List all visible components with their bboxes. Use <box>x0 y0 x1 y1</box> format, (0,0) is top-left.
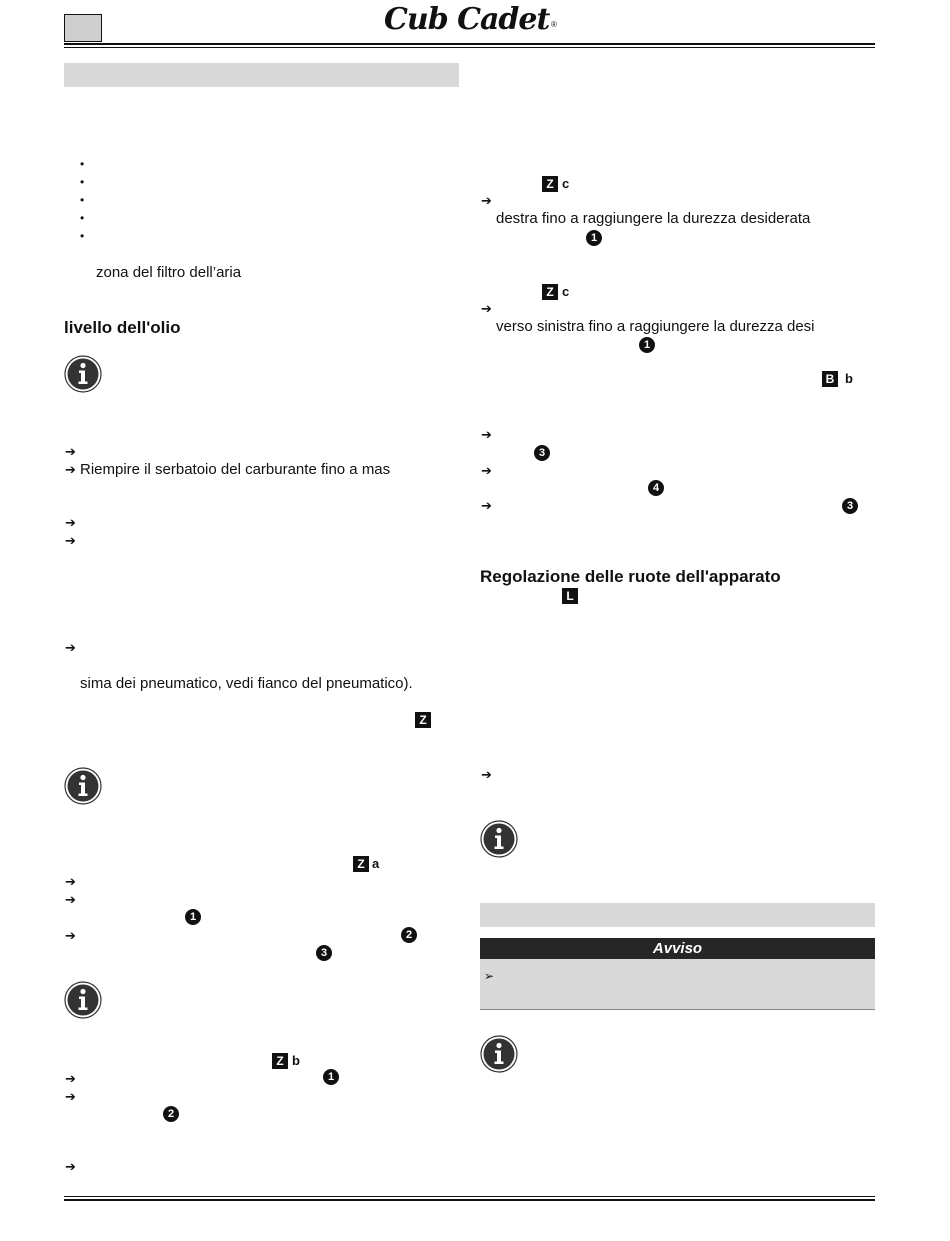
section-title-bar-left <box>64 63 459 87</box>
arrow-right-icon: ➔ <box>481 193 492 208</box>
cub-cadet-logo: Cub Cadet <box>384 2 550 37</box>
callout-number: 1 <box>639 337 655 353</box>
footer-rule-top <box>64 1196 875 1197</box>
callout-number: 3 <box>316 945 332 961</box>
callout-number: 2 <box>401 927 417 943</box>
figure-sub-label: a <box>372 856 380 871</box>
arrow-right-icon: ➔ <box>65 874 76 889</box>
arrow-right-icon: ➔ <box>65 892 76 907</box>
registered-mark: ® <box>551 20 557 29</box>
section-title-bar-right <box>480 903 875 927</box>
arrow-right-icon: ➔ <box>65 462 76 477</box>
header-rule-top <box>64 43 875 45</box>
arrow-right-icon: ➔ <box>65 640 76 655</box>
info-icon <box>64 767 102 805</box>
arrow-right-icon: ➔ <box>65 928 76 943</box>
arrow-right-icon: ➔ <box>65 1071 76 1086</box>
info-icon <box>480 820 518 858</box>
page-number-box <box>64 14 102 42</box>
callout-number: 1 <box>185 909 201 925</box>
figure-z-badge: Z <box>415 712 431 728</box>
figure-l-badge: L <box>562 588 578 604</box>
fuel-fill-text: Riempire il serbatoio del carburante fino a mas <box>80 461 391 478</box>
bullet-icon: • <box>80 229 85 243</box>
figure-sub-label: b <box>845 371 853 386</box>
softer-setting-text: verso sinistra fino a raggiungere la durezza desi <box>496 318 815 335</box>
arrow-right-icon: ➔ <box>65 515 76 530</box>
oil-level-heading: livello dell'olio <box>64 318 181 337</box>
callout-number: 4 <box>648 480 664 496</box>
arrow-right-icon: ➔ <box>65 444 76 459</box>
info-icon <box>64 355 102 393</box>
wheel-adjustment-heading: Regolazione delle ruote dell'apparato <box>480 567 781 586</box>
callout-number: 3 <box>842 498 858 514</box>
figure-z-badge: Z <box>542 284 558 300</box>
figure-b-badge: B <box>822 371 838 387</box>
arrow-right-icon: ➔ <box>65 1159 76 1174</box>
info-icon <box>480 1035 518 1073</box>
figure-z-badge: Z <box>272 1053 288 1069</box>
air-filter-text: zona del filtro dell’aria <box>96 264 242 281</box>
harder-setting-text: destra fino a raggiungere la durezza desiderata <box>496 210 811 227</box>
footer-rule-bottom <box>64 1199 875 1201</box>
notice-box <box>480 938 875 1010</box>
arrow-right-icon: ➔ <box>65 533 76 548</box>
arrow-right-icon: ➔ <box>481 463 492 478</box>
figure-sub-label: b <box>292 1053 300 1068</box>
bullet-icon: • <box>80 193 85 207</box>
info-icon <box>64 981 102 1019</box>
header-rule-bottom <box>64 47 875 48</box>
arrow-right-icon: ➔ <box>65 1089 76 1104</box>
bullet-icon: • <box>80 175 85 189</box>
tyre-pressure-text: sima dei pneumatico, vedi fianco del pneumatico). <box>80 675 413 692</box>
callout-number: 1 <box>323 1069 339 1085</box>
callout-number: 3 <box>534 445 550 461</box>
figure-sub-label: c <box>562 284 570 299</box>
arrow-right-icon: ➔ <box>481 498 492 513</box>
figure-z-badge: Z <box>353 856 369 872</box>
callout-number: 2 <box>163 1106 179 1122</box>
figure-sub-label: c <box>562 176 570 191</box>
arrow-right-icon: ➔ <box>481 767 492 782</box>
pointer-arrow-icon: ➢ <box>484 969 495 983</box>
bullet-icon: • <box>80 157 85 171</box>
arrow-right-icon: ➔ <box>481 427 492 442</box>
bullet-icon: • <box>80 211 85 225</box>
callout-number: 1 <box>586 230 602 246</box>
notice-title-bar: Avviso <box>480 938 875 959</box>
arrow-right-icon: ➔ <box>481 301 492 316</box>
figure-z-badge: Z <box>542 176 558 192</box>
